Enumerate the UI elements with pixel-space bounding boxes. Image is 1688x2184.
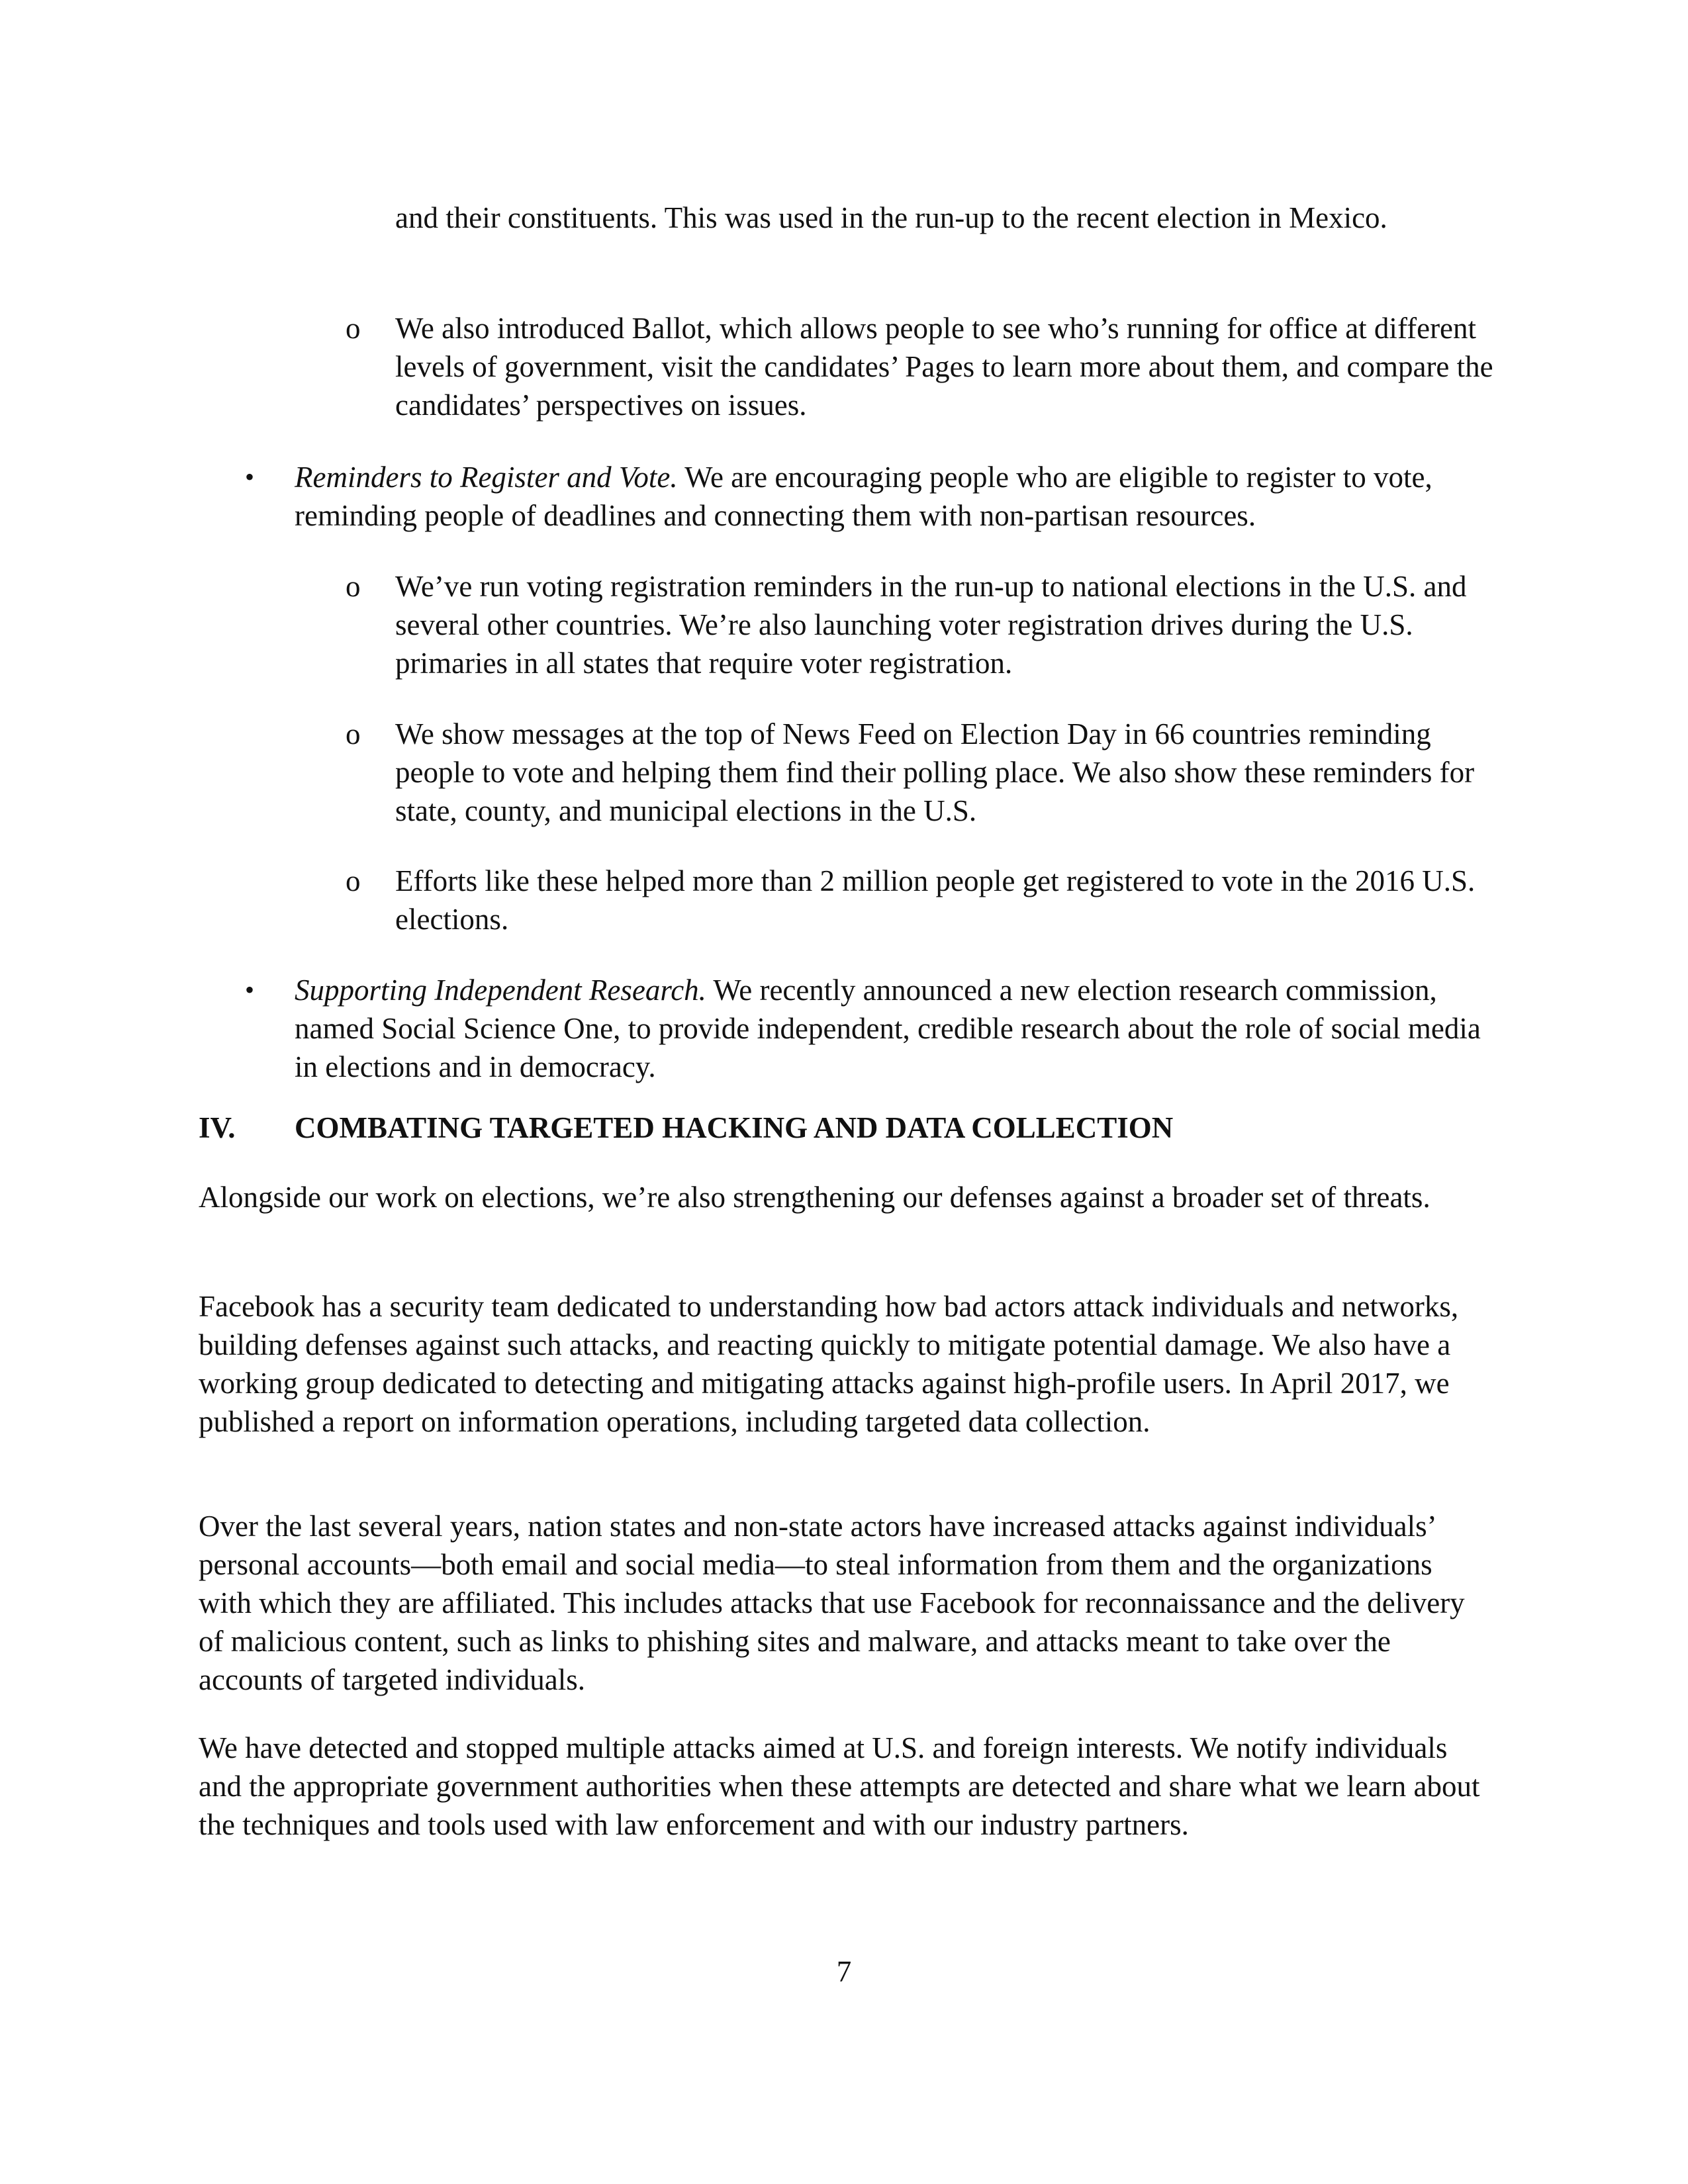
continuation-paragraph: and their constituents. This was used in the run-up to the recent election in Mexico.: [395, 201, 1387, 234]
reminders-sub-item: We show messages at the top of News Feed on Election Day in 66 countries reminding people to vote and helping them find their polling place. We also show these reminders for state, county, and municipal elections in the U.S.: [395, 717, 1475, 827]
reminders-text: We are encouraging people who are eligible to register to vote, reminding people of deadlines and connecting them with non-partisan resources.: [295, 461, 1432, 532]
body-paragraph: We have detected and stopped multiple attacks aimed at U.S. and foreign interests. We notify individuals and the appropriate government authorities when these attempts are detected and share what we learn about the techniques and tools used with law enforcement and with our industry partners.: [199, 1731, 1480, 1841]
research-text: We recently announced a new election research commission, named Social Science One, to provide independent, credible research about the role of social media in elections and in democracy.: [295, 974, 1481, 1083]
sub-bullet-marker: o: [346, 717, 361, 751]
reminders-lead: Reminders to Register and Vote.: [295, 461, 678, 494]
page-number: 7: [836, 1955, 852, 1988]
reminders-sub-item: We’ve run voting registration reminders in the run-up to national elections in the U.S. and several other countries. We’re also launching voter registration drives during the U.S. primaries in all states that require voter registration.: [395, 570, 1467, 680]
bullet-marker: •: [245, 462, 255, 492]
section-number: IV.: [199, 1111, 236, 1144]
research-bullet: [295, 971, 1506, 1086]
ballot-sub-item: We also introduced Ballot, which allows people to see who’s running for office at different levels of government, visit the candidates’ Pages to learn more about them, and compare the candidates’ perspectives on issues.: [395, 312, 1493, 422]
sub-bullet-marker: o: [346, 570, 361, 603]
body-paragraph: Facebook has a security team dedicated to understanding how bad actors attack individuals and networks, building defenses against such attacks, and reacting quickly to mitigate potential damage. We also have a working group dedicated to detecting and mitigating attacks against high-profile users. In April 2017, we published a report on information operations, including targeted data collection.: [199, 1290, 1459, 1438]
research-lead: Supporting Independent Research.: [295, 974, 706, 1007]
sub-bullet-marker: o: [346, 864, 361, 897]
reminders-bullet: [295, 458, 1506, 535]
body-paragraph: Alongside our work on elections, we’re also strengthening our defenses against a broader set of threats.: [199, 1181, 1430, 1214]
section-title: COMBATING TARGETED HACKING AND DATA COLLECTION: [295, 1111, 1174, 1144]
sub-bullet-marker: o: [346, 312, 361, 345]
reminders-sub-item: Efforts like these helped more than 2 million people get registered to vote in the 2016 U.S. elections.: [395, 864, 1476, 936]
body-paragraph: Over the last several years, nation states and non-state actors have increased attacks against individuals’ personal accounts—both email and social media—to steal information from them and the organizations with which they are affiliated. This includes attacks that use Facebook for reconnaissance and the delivery of malicious content, such as links to phishing sites and malware, and attacks meant to take over the accounts of targeted individuals.: [199, 1510, 1465, 1696]
bullet-marker: •: [245, 975, 255, 1005]
